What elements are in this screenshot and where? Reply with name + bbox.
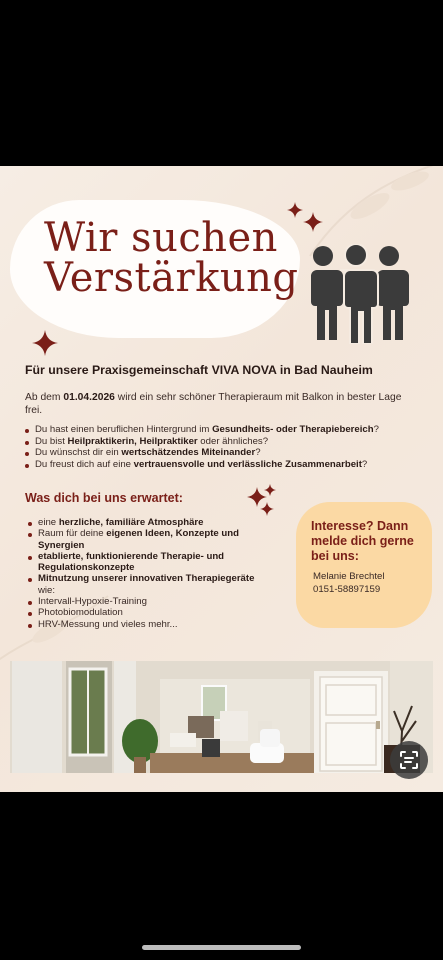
list-item: eine herzliche, familiäre Atmosphäre [28,517,273,528]
contact-details [313,571,384,596]
visual-lookup-icon [390,741,428,779]
list-item: etablierte, funktionierende Therapie- und Regulationskonzepte [28,551,273,574]
contact-name: Melanie Brechtel [313,571,385,582]
visual-lookup-button[interactable] [390,741,428,779]
subtitle: Für unsere Praxisgemeinschaft VIVA NOVA in Bad Nauheim [25,363,373,377]
contact-phone: 0151-58897159 [313,583,381,595]
requirements-list [25,424,425,470]
job-flyer-image [0,166,443,792]
headline-line-2: Verstärkung [44,255,299,301]
sparkle-icon [287,202,303,218]
therapy-room-photo [10,661,433,773]
intro-text: Ab dem 01.04.2026 wird ein sehr schöner Therapieraum mit Balkon in bester Lage frei. [25,392,402,416]
contact-heading: Interesse? Dann melde dich gerne bei uns: [311,519,414,563]
list-item: HRV-Messung und vieles mehr... [28,619,273,630]
list-item: Du hast einen beruflichen Hintergrund im Gesundheits- oder Therapiebereich? [25,424,425,436]
expect-heading: Was dich bei uns erwartet: [25,491,183,505]
list-item: Raum für deine eigenen Ideen, Konzepte und Synergien [28,528,273,551]
list-item: Du wünschst dir ein wertschätzendes Miteinander? [25,447,425,459]
sparkle-icon [32,329,58,357]
people-group-icon [303,244,409,344]
list-item: Intervall-Hypoxie-Training [28,596,273,607]
headline-line-1: Wir suchen [44,215,278,261]
list-item: Mitnutzung unserer innovativen Therapiegeräte wie: [28,573,273,596]
sparkle-icon [303,212,323,232]
home-indicator[interactable] [142,945,301,950]
sparkle-icon [264,484,276,496]
offers-list [28,517,273,630]
list-item: Photobiomodulation [28,607,273,618]
sparkle-icon [260,502,274,516]
list-item: Du bist Heilpraktikerin, Heilpraktiker oder ähnliches? [25,436,425,448]
list-item: Du freust dich auf eine vertrauensvolle und verlässliche Zusammenarbeit? [25,459,425,471]
contact-box [296,502,432,628]
start-date: 01.04.2026 [63,392,115,403]
